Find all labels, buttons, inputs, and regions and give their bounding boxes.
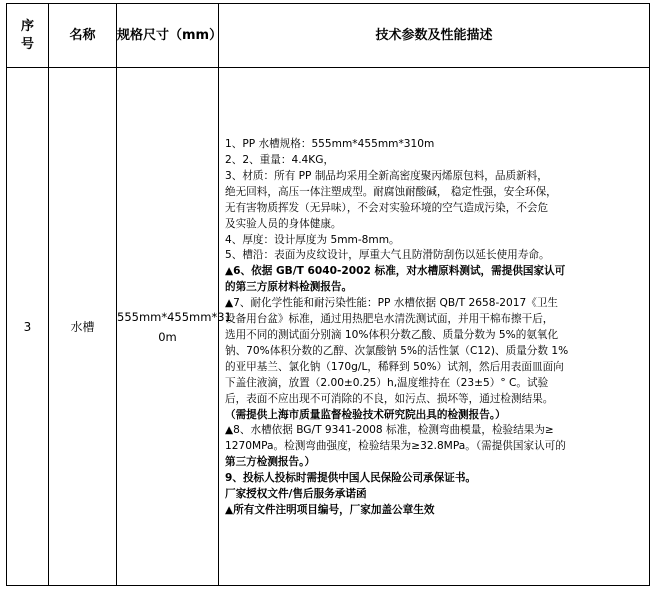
header-seq (7, 4, 49, 68)
spec-table (6, 3, 650, 586)
row-size-line-1: 555mm*455mm*31 (117, 309, 232, 324)
description-line: 及实验人员的身体健康。 (225, 217, 342, 230)
description-line: ▲8、水槽依据 BG/T 9341-2008 标准，检测弯曲模量，检验结果为≥ (225, 424, 554, 437)
header-row (7, 4, 650, 68)
description-line: 5、槽沿：表面为皮纹设计，厚重大气且防滑防刮伤以延长使用寿命。 (225, 249, 550, 262)
description-line: ▲6、依据 GB/T 6040-2002 标准，对水槽原料测试，需提供国家认可 (225, 265, 566, 278)
row-name: 水槽 (49, 68, 117, 586)
header-desc: 技术参数及性能描述 (219, 4, 650, 68)
description-line: 4、厚度：设计厚度为 5mm-8mm。 (225, 233, 400, 246)
header-size: 规格尺寸（mm） (117, 4, 219, 68)
row-description (219, 68, 650, 586)
description-line: 后，表面不应出现不可消除的不良，如污点、损坏等，通过检测结果。 (225, 392, 554, 405)
description-line: 2、2、重量：4.4KG， (225, 154, 335, 167)
row-seq: 3 (7, 68, 49, 586)
description-line: 选用不同的测试面分别滴 10%体积分数乙酸、质量分数为 5%的氨氧化 (225, 329, 559, 341)
table-row (7, 68, 650, 586)
header-seq-line-2: 号 (20, 36, 34, 52)
description-line: 下盖住液滴，放置（2.00±0.25）h,温度维持在（23±5）° C。试验 (225, 376, 549, 389)
description-line: 绝无回料，高压一体注塑成型。耐腐蚀耐酸碱， 稳定性强，安全环保， (225, 185, 557, 198)
description-line: 9、投标人投标时需提供中国人民保险公司承保证书。 (225, 472, 477, 485)
description-line: 设备用台盆》标准，通过用热肥皂水清洗测试面，并用干棉布擦干后， (225, 313, 554, 326)
description-line: 无有害物质挥发（无异味），不会对实验环境的空气造成污染，不会危 (225, 201, 549, 214)
description-line: 1270MPa。检测弯曲强度，检验结果为≥32.8MPa。（需提供国家认可的 (225, 440, 566, 453)
description-line: 3、材质：所有 PP 制品均采用全新高密度聚丙烯原包料，品质新料， (225, 169, 548, 182)
description-line: ▲7、耐化学性能和耐污染性能：PP 水槽依据 QB/T 2658-2017《卫生 (225, 297, 559, 310)
row-size-line-2: 0m (158, 329, 177, 344)
header-name: 名称 (49, 4, 117, 68)
description-line: 第三方检测报告。） (225, 456, 316, 469)
description-line: 的亚甲基兰、氯化钠（170g/L，稀释到 50%）试剂，然后用表面皿面向 (225, 360, 564, 373)
description-line: （需提供上海市质量监督检验技术研究院出具的检测报告。） (225, 408, 506, 421)
description-line: 1、PP 水槽规格：555mm*455mm*310m (225, 138, 435, 151)
header-seq-line-1: 序 (20, 18, 34, 34)
description-line: ▲所有文件注明项目编号，厂家加盖公章生效 (225, 503, 435, 516)
row-size (117, 68, 232, 586)
description-line: 厂家授权文件/售后服务承诺函 (225, 488, 367, 501)
description-line: 的第三方原材料检测报告。 (225, 281, 353, 294)
description-line: 钠、70%体积分数的乙醇、次氯酸钠 5%的活性氯（C12)、质量分数 1% (225, 344, 569, 357)
